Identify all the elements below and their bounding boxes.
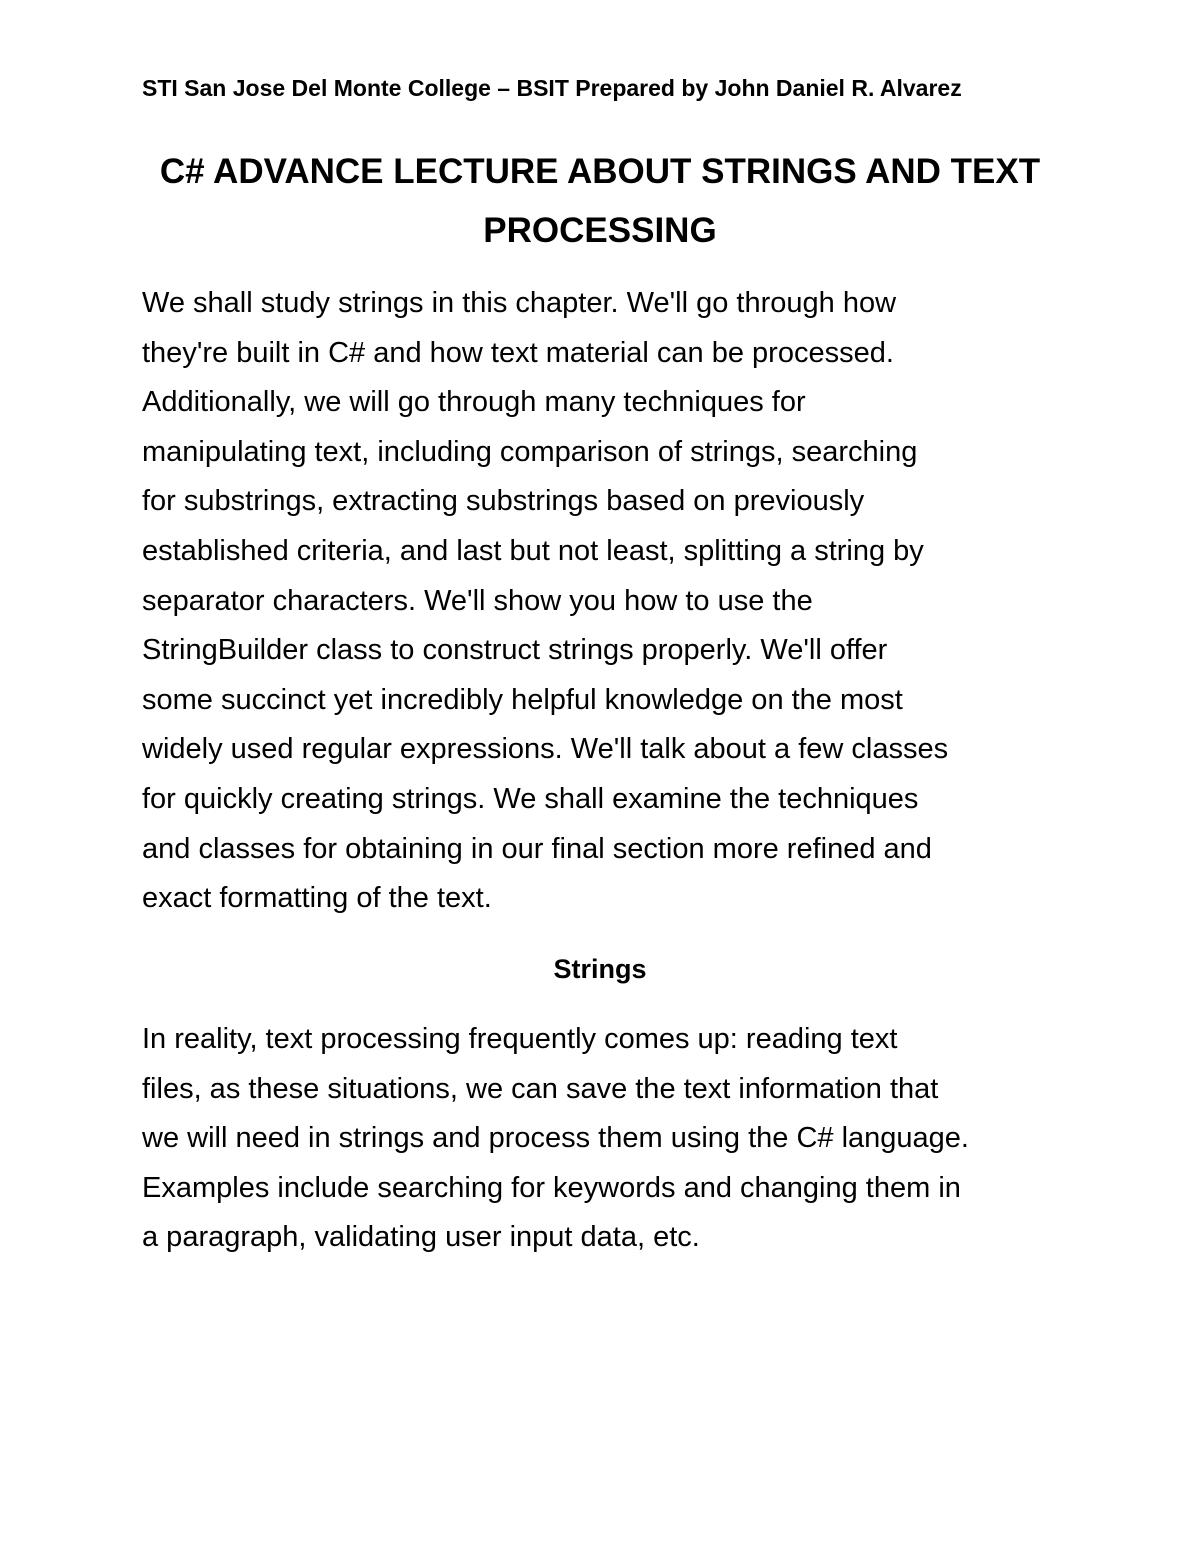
section-heading-strings: Strings [553, 954, 647, 984]
paragraph-line: we will need in strings and process them using the C# language. [142, 1122, 969, 1155]
paragraph-line: exact formatting of the text. [142, 882, 492, 915]
title-line: C# ADVANCE LECTURE ABOUT STRINGS AND TEXT [159, 152, 1041, 191]
paragraph-line: Examples include searching for keywords and changing them in [142, 1171, 961, 1204]
intro-paragraph [142, 279, 1072, 924]
document-title [120, 142, 1080, 260]
paragraph-line: a paragraph, validating user input data, etc. [142, 1221, 700, 1254]
paragraph-line: and classes for obtaining in our final section more refined and [142, 832, 932, 865]
paragraph-line: files, as these situations, we can save the text information that [142, 1072, 939, 1105]
title-line: PROCESSING [483, 211, 717, 250]
paragraph-line: for substrings, extracting substrings based on previously [142, 485, 865, 518]
paragraph-line: for quickly creating strings. We shall examine the techniques [142, 782, 919, 815]
page-header: STI San Jose Del Monte College – BSIT Prepared by John Daniel R. Alvarez [142, 75, 962, 101]
paragraph-line: In reality, text processing frequently comes up: reading text [142, 1023, 898, 1055]
paragraph-line: widely used regular expressions. We'll talk about a few classes [142, 733, 949, 766]
paragraph-line: they're built in C# and how text material can be processed. [142, 336, 894, 369]
paragraph-line: some succinct yet incredibly helpful knowledge on the most [142, 683, 903, 716]
paragraph-line: We shall study strings in this chapter. We'll go through how [142, 287, 897, 319]
paragraph-line: Additionally, we will go through many techniques for [142, 386, 806, 419]
paragraph-line: established criteria, and last but not least, splitting a string by [142, 534, 924, 567]
paragraph-line: StringBuilder class to construct strings properly. We'll offer [142, 634, 888, 667]
paragraph-line: separator characters. We'll show you how to use the [142, 584, 813, 617]
strings-paragraph [142, 1015, 1072, 1263]
paragraph-line: manipulating text, including comparison of strings, searching [142, 435, 918, 468]
